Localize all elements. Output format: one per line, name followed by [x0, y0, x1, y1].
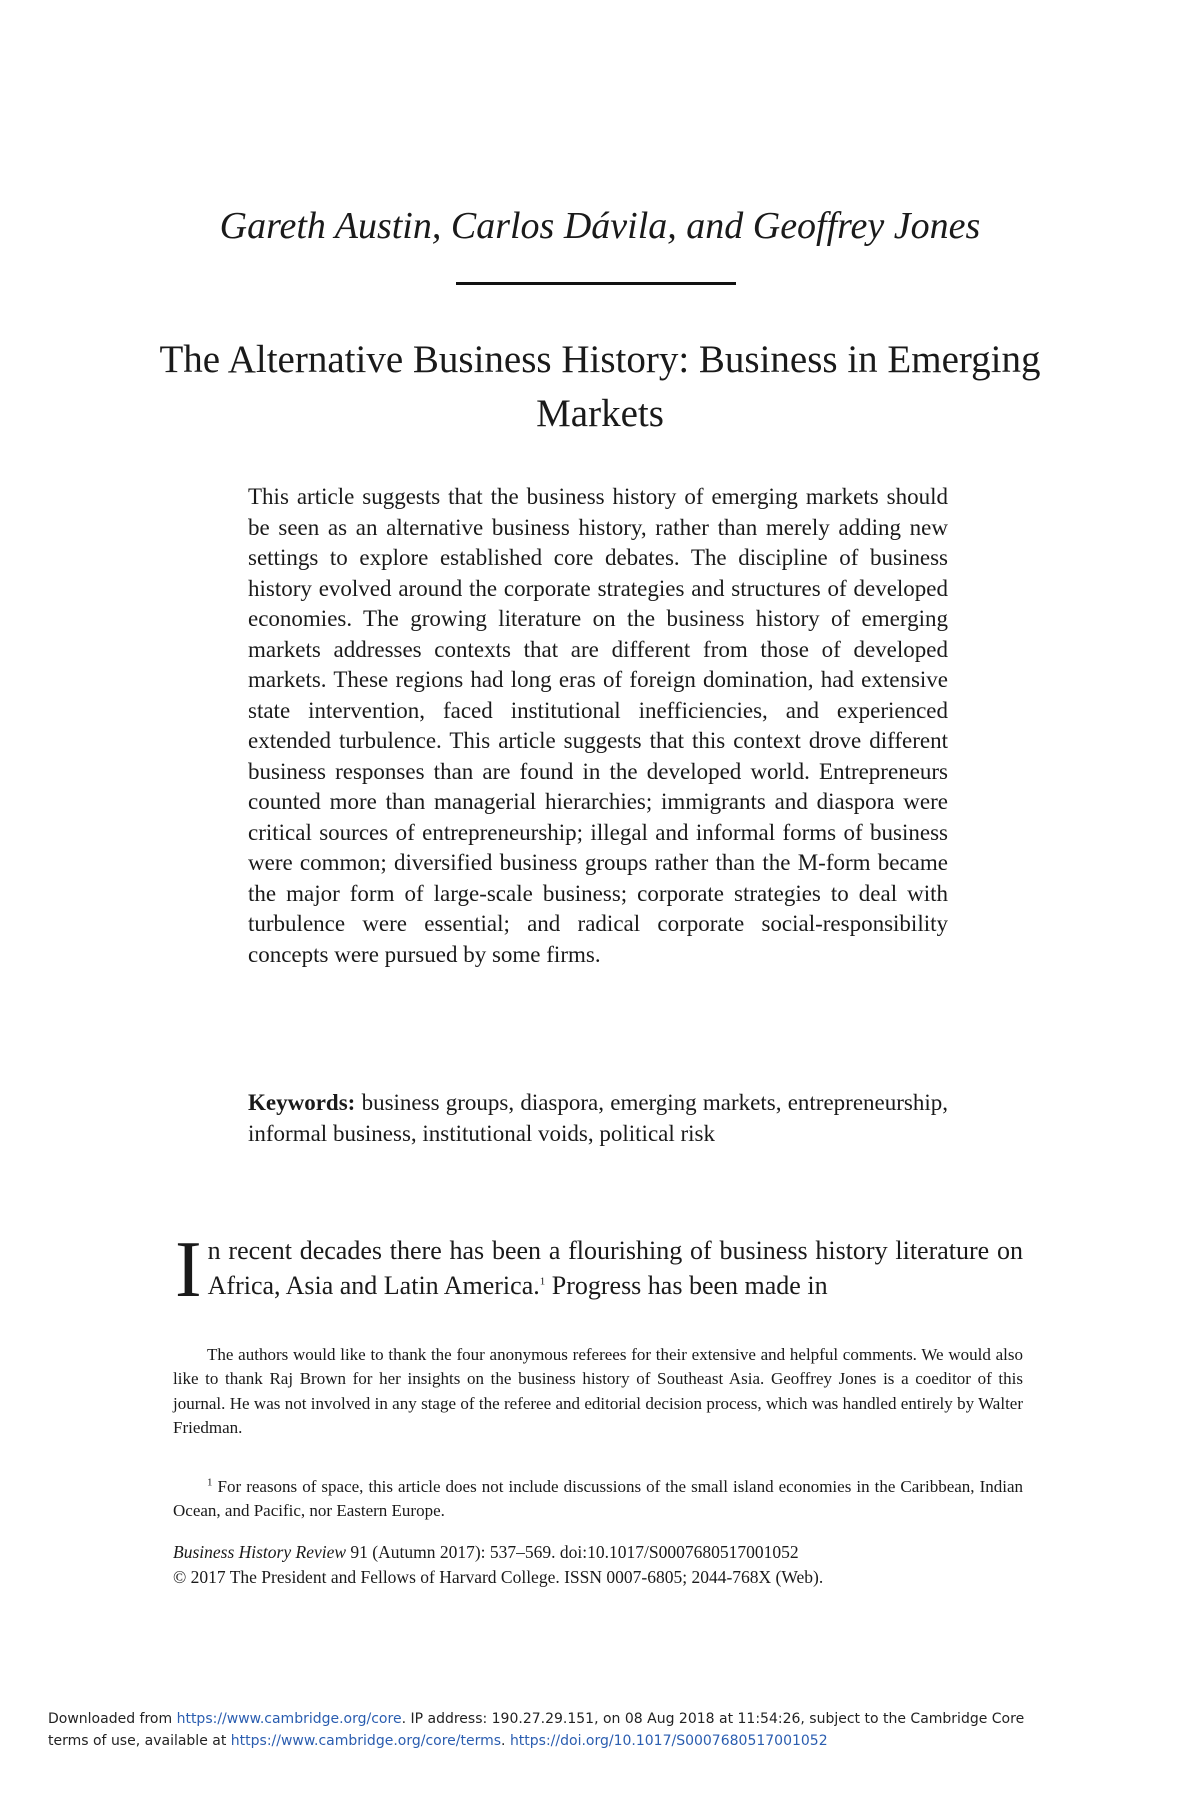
- body-text-end: Progress has been made in: [545, 1271, 828, 1300]
- acknowledgement-footnote: The authors would like to thank the four anonymous referees for their extensive and helpful comments. We would also like to thank Raj Brown for her insights on the business history of Southeast Asia. Geoffrey Jones is a coeditor of this journal. He was not involved in any stage of the referee and editorial decision process, which was handled entirely by Walter Friedman.: [173, 1345, 1023, 1438]
- journal-name: Business History Review: [173, 1542, 347, 1562]
- download-text-3: terms of use, available at: [48, 1733, 231, 1749]
- footnote-1-marker: 1: [207, 1476, 213, 1489]
- citation-details: 91 (Autumn 2017): 537–569. doi:10.1017/S0007680517001052: [346, 1542, 799, 1562]
- download-line-2: [48, 1730, 1188, 1752]
- keywords-text: business groups, diaspora, emerging markets, entrepreneurship, informal business, institutional voids, political risk: [248, 1090, 948, 1146]
- keywords-label: Keywords:: [248, 1090, 356, 1115]
- keywords: [248, 1088, 948, 1149]
- article-title: The Alternative Business History: Business in Emerging Markets: [159, 338, 1041, 435]
- download-notice: [48, 1708, 1188, 1752]
- download-text-4: .: [501, 1733, 510, 1749]
- title-divider: [456, 282, 736, 285]
- copyright-line: © 2017 The President and Fellows of Harvard College. ISSN 0007-6805; 2044-768X (Web).: [173, 1567, 824, 1587]
- footnote-1: [173, 1475, 1023, 1524]
- author-list: Gareth Austin, Carlos Dávila, and Geoffrey Jones: [219, 205, 981, 247]
- abstract: This article suggests that the business history of emerging markets should be seen as an alternative business history, rather than merely adding new settings to explore established core debates. The discipline of business history evolved around the corporate strategies and structures of developed economies. The growing literature on the business history of emerging markets addresses contexts that are different from those of developed markets. These regions had long eras of foreign domination, had extensive state intervention, faced institutional inefficiencies, and experienced extended turbulence. This article suggests that this context drove different business responses than are found in the developed world. Entrepreneurs counted more than managerial hierarchies; immigrants and diaspora were critical sources of entrepreneurship; illegal and informal forms of business were common; diversified business groups rather than the M-form became the major form of large-scale business; corporate strategies to deal with turbulence were essential; and radical corporate social-responsibility concepts were pursued by some firms.: [248, 484, 948, 967]
- download-line-1: [48, 1708, 1188, 1730]
- doi-link[interactable]: https://doi.org/10.1017/S0007680517001052: [509, 1733, 828, 1749]
- citation-block: [173, 1540, 1033, 1590]
- drop-cap: I: [175, 1226, 202, 1314]
- body-text-start: n recent decades there has been a flourishing of business history literature on Africa, Asia and Latin America.: [207, 1236, 1023, 1300]
- footnote-1-text: For reasons of space, this article does not include discussions of the small island economies in the Caribbean, Indian Ocean, and Pacific, nor Eastern Europe.: [173, 1477, 1023, 1521]
- body-paragraph: [175, 1226, 1023, 1314]
- download-text-2: . IP address: 190.27.29.151, on 08 Aug 2018 at 11:54:26, subject to the Cambridge Core: [401, 1711, 1025, 1727]
- footnote-reference[interactable]: 1: [539, 1275, 546, 1288]
- citation-line: [173, 1540, 1033, 1565]
- cambridge-core-link[interactable]: https://www.cambridge.org/core: [176, 1711, 402, 1727]
- download-text-1: Downloaded from: [48, 1711, 177, 1727]
- terms-link[interactable]: https://www.cambridge.org/core/terms: [230, 1733, 502, 1749]
